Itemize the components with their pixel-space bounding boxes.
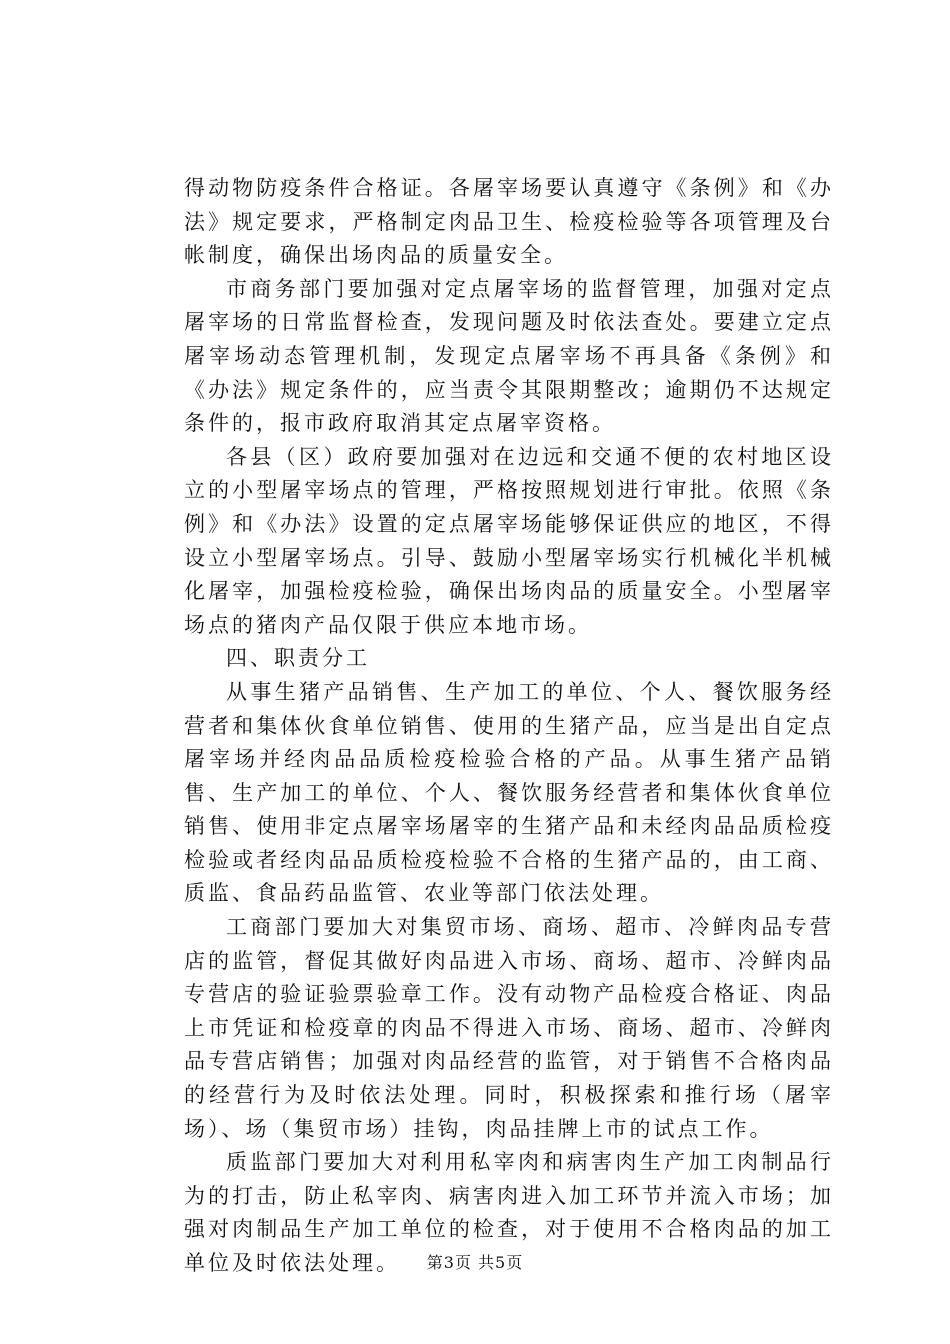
paragraph: 各县（区）政府要加强对在边远和交通不便的农村地区设立的小型屠宰场点的管理，严格按照规划进行审批。依照《条例》和《办法》设置的定点屠宰场能够保证供应的地区，不得设立小型屠宰场点。引导、鼓励小型屠宰场实行机械化半机械化屠宰，加强检疫检验，确保出场肉品的质量安全。小型屠宰场点的猪肉产品仅限于供应本地市场。 <box>184 444 834 637</box>
paragraph: 从事生猪产品销售、生产加工的单位、个人、餐饮服务经营者和集体伙食单位销售、使用的生猪产品，应当是出自定点屠宰场并经肉品品质检疫检验合格的产品。从事生猪产品销售、生产加工的单位、个人、餐饮服务经营者和集体伙食单位销售、使用非定点屠宰场屠宰的生猪产品和未经肉品品质检疫检验或者经肉品品质检疫检验不合格的生猪产品的，由工商、质监、食品药品监管、农业等部门依法处理。 <box>184 679 834 906</box>
paragraph: 得动物防疫条件合格证。各屠宰场要认真遵守《条例》和《办法》规定要求，严格制定肉品卫生、检疫检验等各项管理及台帐制度，确保出场肉品的质量安全。 <box>184 176 834 268</box>
paragraph: 质监部门要加大对利用私宰肉和病害肉生产加工肉制品行为的打击，防止私宰肉、病害肉进入加工环节并流入市场；加强对肉制品生产加工单位的检查，对于使用不合格肉品的加工单位及时依法处理。 <box>184 1150 834 1275</box>
document-body <box>184 172 834 1281</box>
page-number-footer: 第3页 共5页 <box>426 1253 524 1272</box>
paragraph: 工商部门要加大对集贸市场、商场、超市、冷鲜肉品专营店的监管，督促其做好肉品进入市场、商场、超市、冷鲜肉品专营店的验证验票验章工作。没有动物产品检疫合格证、肉品上市凭证和检疫章的肉品不得进入市场、商场、超市、冷鲜肉品专营店销售；加强对肉品经营的监管，对于销售不合格肉品的经营行为及时依法处理。同时，积极探索和推行场（屠宰场）、场（集贸市场）挂钩，肉品挂牌上市的试点工作。 <box>184 915 834 1141</box>
paragraph: 市商务部门要加强对定点屠宰场的监督管理，加强对定点屠宰场的日常监督检查，发现问题及时依法查处。要建立定点屠宰场动态管理机制，发现定点屠宰场不再具备《条例》和《办法》规定条件的，应当责令其限期整改；逾期仍不达规定条件的，报市政府取消其定点屠宰资格。 <box>184 276 834 436</box>
section-heading: 四、职责分工 <box>226 646 370 671</box>
